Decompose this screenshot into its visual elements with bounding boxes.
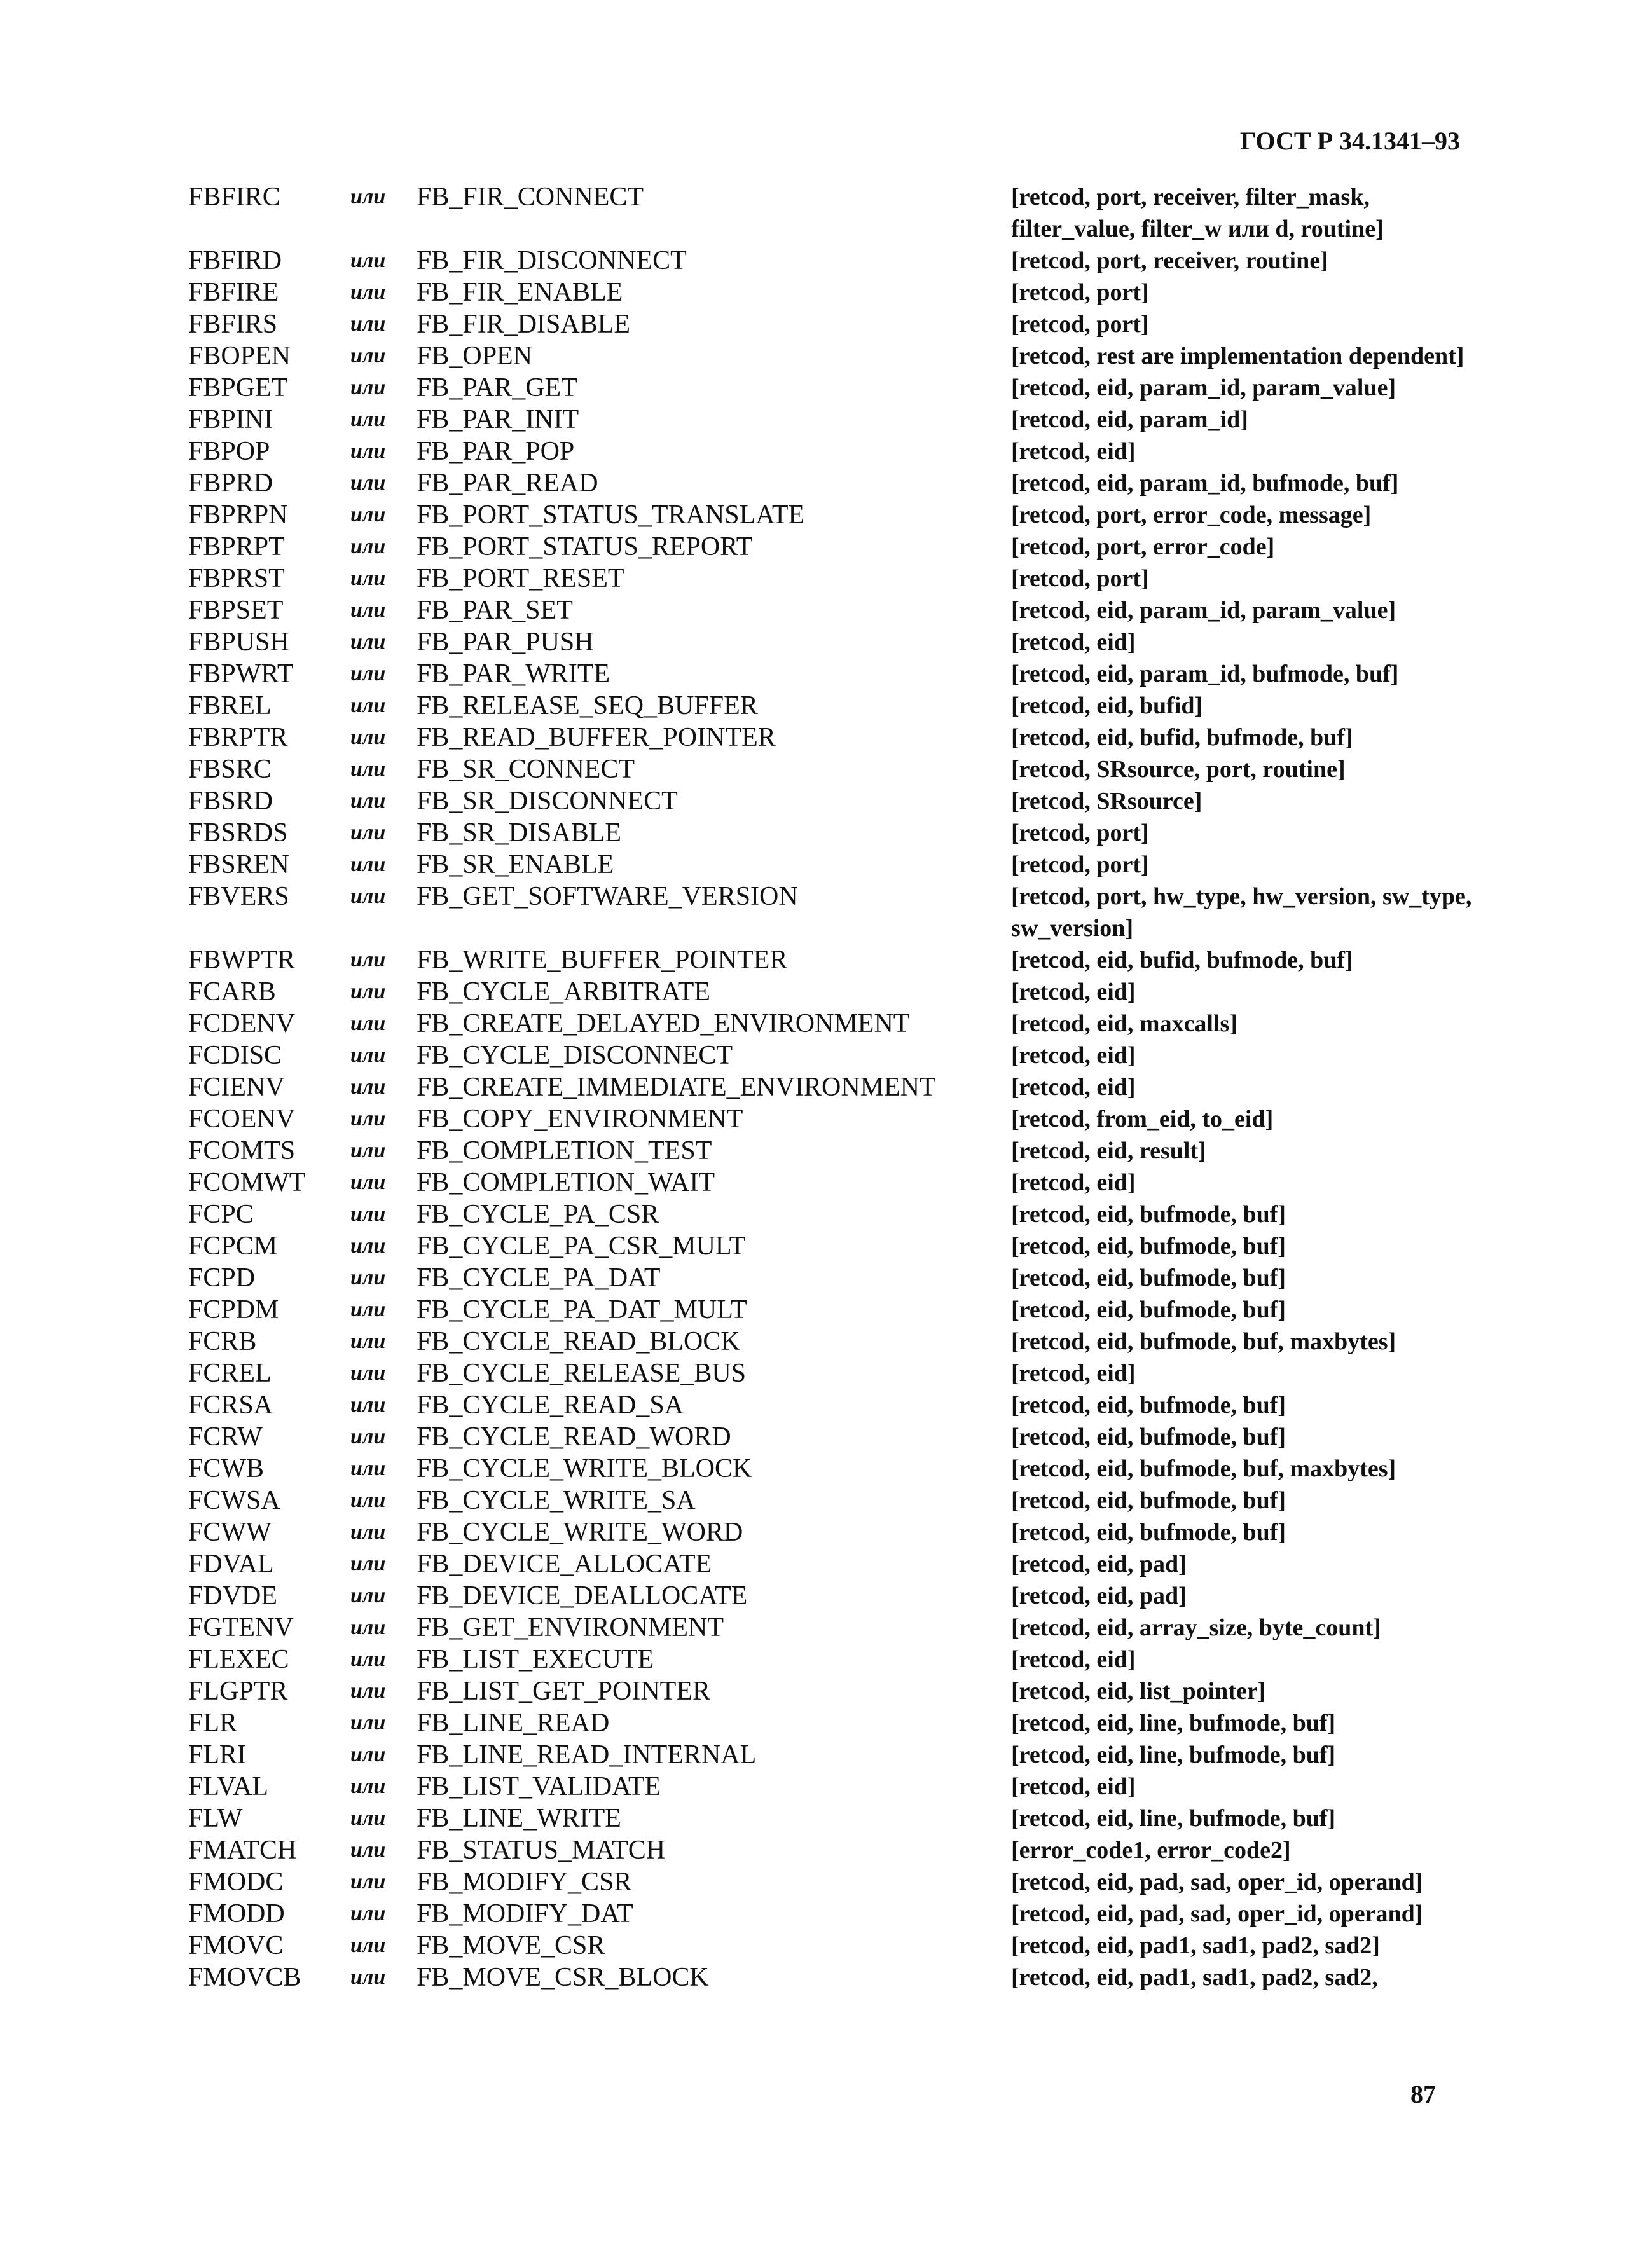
long-name: FB_COPY_ENVIRONMENT — [417, 1104, 743, 1134]
alias-row — [188, 690, 1473, 722]
or-conjunction: или — [350, 1202, 386, 1226]
or-conjunction: или — [350, 408, 386, 431]
parameter-list: [retcod, eid, pad, sad, oper_id, operand] — [1011, 1900, 1423, 1927]
or-conjunction: или — [350, 1934, 386, 1957]
parameter-list: [retcod, eid, param_id, param_value] — [1011, 597, 1396, 624]
parameter-list: [retcod, eid, bufmode, buf, maxbytes] — [1011, 1328, 1396, 1355]
long-name: FB_FIR_ENABLE — [417, 278, 623, 307]
alias-row — [188, 849, 1473, 881]
long-name: FB_CREATE_IMMEDIATE_ENVIRONMENT — [417, 1073, 936, 1102]
short-name: FCOMTS — [188, 1136, 296, 1165]
alias-row — [188, 1453, 1473, 1485]
short-name: FCRSA — [188, 1391, 273, 1420]
short-name: FCIENV — [188, 1073, 285, 1102]
alias-row — [188, 976, 1473, 1008]
short-name: FBRPTR — [188, 723, 288, 752]
long-name: FB_MODIFY_DAT — [417, 1899, 633, 1928]
long-name: FB_CYCLE_DISCONNECT — [417, 1041, 733, 1070]
alias-row — [188, 594, 1473, 626]
parameter-list: [retcod, eid, bufmode, buf] — [1011, 1233, 1286, 1260]
parameter-list: [retcod, eid, bufmode, buf] — [1011, 1424, 1286, 1450]
short-name: FMODC — [188, 1867, 284, 1897]
parameter-list: [retcod, eid, line, bufmode, buf] — [1011, 1742, 1336, 1768]
alias-row — [188, 1357, 1473, 1389]
long-name: FB_READ_BUFFER_POINTER — [417, 723, 776, 752]
parameter-list: [retcod, eid, param_id, bufmode, buf] — [1011, 470, 1399, 497]
or-conjunction: или — [350, 884, 386, 908]
alias-row — [188, 245, 1473, 277]
or-conjunction: или — [350, 1298, 386, 1321]
long-name: FB_CYCLE_WRITE_WORD — [417, 1518, 743, 1547]
long-name: FB_PAR_SET — [417, 596, 573, 625]
or-conjunction: или — [350, 980, 386, 1003]
or-conjunction: или — [350, 1806, 386, 1830]
long-name: FB_LIST_GET_POINTER — [417, 1677, 710, 1706]
or-conjunction: или — [350, 1107, 386, 1131]
long-name: FB_RELEASE_SEQ_BUFFER — [417, 691, 758, 720]
alias-row — [188, 1516, 1473, 1548]
short-name: FBFIRD — [188, 246, 282, 275]
alias-row — [188, 1294, 1473, 1326]
or-conjunction: или — [350, 1838, 386, 1862]
alias-row — [188, 1421, 1473, 1453]
parameter-list: [retcod, port] — [1011, 279, 1149, 306]
or-conjunction: или — [350, 535, 386, 558]
short-name: FCRW — [188, 1422, 263, 1452]
short-name: FBPRPN — [188, 500, 288, 530]
short-name: FCPDM — [188, 1295, 279, 1324]
alias-row — [188, 1103, 1473, 1135]
parameter-list: [retcod, eid, param_id] — [1011, 406, 1248, 433]
long-name: FB_CYCLE_PA_CSR — [417, 1200, 659, 1229]
short-name: FBFIRE — [188, 278, 279, 307]
parameter-list: [retcod, eid] — [1011, 438, 1136, 465]
short-name: FBPUSH — [188, 628, 289, 657]
or-conjunction: или — [350, 1870, 386, 1893]
parameter-list: [retcod, eid, pad, sad, oper_id, operand] — [1011, 1869, 1423, 1895]
alias-row — [188, 817, 1473, 849]
alias-row — [188, 467, 1473, 499]
parameter-list: [retcod, eid, maxcalls] — [1011, 1010, 1237, 1037]
alias-row — [188, 531, 1473, 563]
long-name: FB_FIR_DISABLE — [417, 310, 631, 339]
parameter-list: [retcod, eid, pad] — [1011, 1551, 1187, 1577]
alias-row — [188, 1898, 1473, 1930]
or-conjunction: или — [350, 598, 386, 622]
short-name: FMOVC — [188, 1931, 284, 1960]
short-name: FCARB — [188, 977, 276, 1007]
parameter-list: [retcod, eid, result] — [1011, 1137, 1206, 1164]
parameter-list: [retcod, eid] — [1011, 1773, 1136, 1800]
short-name: FLGPTR — [188, 1677, 288, 1706]
or-conjunction: или — [350, 503, 386, 526]
long-name: FB_SR_DISABLE — [417, 818, 622, 848]
or-conjunction: или — [350, 1679, 386, 1703]
or-conjunction: или — [350, 1616, 386, 1639]
long-name: FB_SR_ENABLE — [417, 850, 614, 879]
short-name: FLVAL — [188, 1772, 269, 1801]
alias-row — [188, 404, 1473, 436]
long-name: FB_CYCLE_READ_WORD — [417, 1422, 731, 1452]
short-name: FCWW — [188, 1518, 272, 1547]
long-name: FB_DEVICE_DEALLOCATE — [417, 1581, 748, 1611]
alias-row — [188, 436, 1473, 467]
alias-row — [188, 1230, 1473, 1262]
alias-row — [188, 1612, 1473, 1644]
short-name: FCWB — [188, 1454, 265, 1483]
or-conjunction: или — [350, 821, 386, 844]
alias-row — [188, 626, 1473, 658]
short-name: FCRB — [188, 1327, 257, 1356]
or-conjunction: или — [350, 662, 386, 685]
long-name: FB_CYCLE_WRITE_BLOCK — [417, 1454, 752, 1483]
parameter-list: [retcod, SRsource, port, routine] — [1011, 756, 1346, 783]
long-name: FB_CYCLE_PA_DAT — [417, 1263, 661, 1293]
or-conjunction: или — [350, 1488, 386, 1512]
long-name: FB_PAR_READ — [417, 469, 598, 498]
or-conjunction: или — [350, 630, 386, 654]
alias-row — [188, 563, 1473, 594]
alias-row — [188, 1485, 1473, 1516]
short-name: FDVDE — [188, 1581, 278, 1611]
or-conjunction: или — [350, 439, 386, 463]
long-name: FB_PAR_PUSH — [417, 628, 594, 657]
alias-row — [188, 1262, 1473, 1294]
parameter-list: [retcod, port, receiver, filter_mask, filter_value, filter_w или d, routine] — [1011, 184, 1384, 242]
alias-row — [188, 277, 1473, 308]
or-conjunction: или — [350, 1075, 386, 1099]
short-name: FBPOP — [188, 437, 270, 466]
long-name: FB_PORT_STATUS_TRANSLATE — [417, 500, 805, 530]
short-name: FBPWRT — [188, 659, 294, 689]
or-conjunction: или — [350, 312, 386, 336]
long-name: FB_CYCLE_WRITE_SA — [417, 1486, 696, 1515]
long-name: FB_CYCLE_PA_CSR_MULT — [417, 1232, 746, 1261]
long-name: FB_MOVE_CSR — [417, 1931, 605, 1960]
parameter-list: [retcod, eid, line, bufmode, buf] — [1011, 1805, 1336, 1832]
long-name: FB_LIST_VALIDATE — [417, 1772, 661, 1801]
or-conjunction: или — [350, 948, 386, 972]
long-name: FB_FIR_CONNECT — [417, 182, 644, 212]
parameter-list: [retcod, eid] — [1011, 1042, 1136, 1069]
long-name: FB_CYCLE_READ_BLOCK — [417, 1327, 740, 1356]
long-name: FB_OPEN — [417, 341, 533, 371]
or-conjunction: или — [350, 1584, 386, 1607]
short-name: FBPRST — [188, 564, 285, 593]
short-name: FCPCM — [188, 1232, 278, 1261]
long-name: FB_LINE_READ — [417, 1708, 610, 1738]
or-conjunction: или — [350, 694, 386, 717]
short-name: FCPC — [188, 1200, 254, 1229]
parameter-list: [retcod, port] — [1011, 851, 1149, 878]
or-conjunction: или — [350, 1457, 386, 1480]
alias-row — [188, 1962, 1473, 1993]
short-name: FBSRD — [188, 787, 273, 816]
parameter-list: [retcod, eid] — [1011, 629, 1136, 656]
or-conjunction: или — [350, 1139, 386, 1162]
short-name: FGTENV — [188, 1613, 294, 1642]
alias-row — [188, 881, 1473, 944]
parameter-list: [retcod, eid, param_id, param_value] — [1011, 375, 1396, 401]
parameter-list: [retcod, eid] — [1011, 1646, 1136, 1673]
parameter-list: [retcod, eid] — [1011, 1074, 1136, 1101]
or-conjunction: или — [350, 249, 386, 272]
alias-row — [188, 1040, 1473, 1071]
long-name: FB_CYCLE_RELEASE_BUS — [417, 1359, 747, 1388]
parameter-list: [retcod, eid, pad1, sad1, pad2, sad2] — [1011, 1932, 1380, 1959]
short-name: FMOVCB — [188, 1963, 301, 1992]
or-conjunction: или — [350, 280, 386, 304]
alias-row — [188, 944, 1473, 976]
or-conjunction: или — [350, 1647, 386, 1671]
or-conjunction: или — [350, 1775, 386, 1798]
short-name: FBFIRS — [188, 310, 278, 339]
short-name: FLEXEC — [188, 1645, 289, 1674]
page-number: 87 — [1410, 2080, 1436, 2108]
alias-row — [188, 1644, 1473, 1675]
long-name: FB_PAR_POP — [417, 437, 575, 466]
parameter-list: [retcod, eid, bufmode, buf] — [1011, 1265, 1286, 1291]
parameter-list: [retcod, eid, bufid, bufmode, buf] — [1011, 947, 1353, 973]
short-name: FCPD — [188, 1263, 256, 1293]
alias-row — [188, 1834, 1473, 1866]
alias-row — [188, 1008, 1473, 1040]
long-name: FB_CYCLE_ARBITRATE — [417, 977, 711, 1007]
parameter-list: [retcod, port, error_code, message] — [1011, 502, 1372, 528]
or-conjunction: или — [350, 1520, 386, 1544]
alias-row — [188, 753, 1473, 785]
long-name: FB_PAR_WRITE — [417, 659, 610, 689]
short-name: FMODD — [188, 1899, 285, 1928]
long-name: FB_CREATE_DELAYED_ENVIRONMENT — [417, 1009, 910, 1038]
alias-row — [188, 1771, 1473, 1803]
or-conjunction: или — [350, 1552, 386, 1576]
short-name: FBSRC — [188, 755, 272, 784]
parameter-list: [retcod, port] — [1011, 565, 1149, 592]
short-name: FCWSA — [188, 1486, 280, 1515]
or-conjunction: или — [350, 1743, 386, 1766]
alias-row — [188, 181, 1473, 245]
parameter-list: [retcod, eid, bufmode, buf, maxbytes] — [1011, 1455, 1396, 1482]
short-name: FBPRD — [188, 469, 273, 498]
or-conjunction: или — [350, 1361, 386, 1385]
short-name: FBOPEN — [188, 341, 291, 371]
parameter-list: [retcod, eid, list_pointer] — [1011, 1678, 1266, 1705]
long-name: FB_GET_SOFTWARE_VERSION — [417, 882, 798, 911]
long-name: FB_PAR_GET — [417, 373, 577, 402]
short-name: FCREL — [188, 1359, 272, 1388]
long-name: FB_STATUS_MATCH — [417, 1836, 666, 1865]
short-name: FBSREN — [188, 850, 289, 879]
alias-row — [188, 1167, 1473, 1199]
long-name: FB_PORT_RESET — [417, 564, 624, 593]
long-name: FB_WRITE_BUFFER_POINTER — [417, 945, 788, 975]
long-name: FB_DEVICE_ALLOCATE — [417, 1550, 712, 1579]
or-conjunction: или — [350, 185, 386, 209]
short-name: FLW — [188, 1804, 243, 1833]
short-name: FBVERS — [188, 882, 289, 911]
long-name: FB_COMPLETION_WAIT — [417, 1168, 715, 1197]
alias-row — [188, 499, 1473, 531]
short-name: FLR — [188, 1708, 238, 1738]
long-name: FB_MOVE_CSR_BLOCK — [417, 1963, 709, 1992]
short-name: FCDISC — [188, 1041, 282, 1070]
short-name: FBPINI — [188, 405, 273, 434]
or-conjunction: или — [350, 567, 386, 590]
or-conjunction: или — [350, 1043, 386, 1067]
alias-row — [188, 1803, 1473, 1834]
short-name: FBPGET — [188, 373, 288, 402]
function-alias-list — [188, 181, 1473, 1993]
long-name: FB_CYCLE_PA_DAT_MULT — [417, 1295, 747, 1324]
short-name: FBWPTR — [188, 945, 296, 975]
or-conjunction: или — [350, 1266, 386, 1289]
alias-row — [188, 1707, 1473, 1739]
or-conjunction: или — [350, 1330, 386, 1353]
or-conjunction: или — [350, 1425, 386, 1448]
parameter-list: [retcod, eid, bufmode, buf] — [1011, 1201, 1286, 1228]
alias-row — [188, 308, 1473, 340]
long-name: FB_GET_ENVIRONMENT — [417, 1613, 724, 1642]
short-name: FBFIRC — [188, 182, 280, 212]
or-conjunction: или — [350, 757, 386, 781]
short-name: FMATCH — [188, 1836, 297, 1865]
alias-row — [188, 1548, 1473, 1580]
or-conjunction: или — [350, 725, 386, 749]
alias-row — [188, 340, 1473, 372]
alias-row — [188, 1739, 1473, 1771]
document-standard-id: ГОСТ Р 34.1341–93 — [1239, 127, 1460, 155]
long-name: FB_MODIFY_CSR — [417, 1867, 632, 1897]
or-conjunction: или — [350, 1171, 386, 1194]
or-conjunction: или — [350, 853, 386, 876]
parameter-list: [retcod, eid, param_id, bufmode, buf] — [1011, 661, 1399, 687]
alias-row — [188, 1930, 1473, 1962]
alias-row — [188, 1389, 1473, 1421]
parameter-list: [retcod, eid, array_size, byte_count] — [1011, 1614, 1381, 1641]
or-conjunction: или — [350, 789, 386, 813]
or-conjunction: или — [350, 376, 386, 399]
alias-row — [188, 372, 1473, 404]
short-name: FBSRDS — [188, 818, 288, 848]
long-name: FB_COMPLETION_TEST — [417, 1136, 712, 1165]
alias-row — [188, 785, 1473, 817]
or-conjunction: или — [350, 471, 386, 495]
alias-row — [188, 1071, 1473, 1103]
short-name: FCDENV — [188, 1009, 296, 1038]
short-name: FCOENV — [188, 1104, 296, 1134]
long-name: FB_PAR_INIT — [417, 405, 579, 434]
parameter-list: [retcod, eid, line, bufmode, buf] — [1011, 1710, 1336, 1736]
or-conjunction: или — [350, 1234, 386, 1258]
parameter-list: [retcod, eid, bufid, bufmode, buf] — [1011, 724, 1353, 751]
parameter-list: [retcod, eid, bufmode, buf] — [1011, 1392, 1286, 1419]
long-name: FB_CYCLE_READ_SA — [417, 1391, 684, 1420]
parameter-list: [retcod, port, error_code] — [1011, 533, 1275, 560]
long-name: FB_LINE_WRITE — [417, 1804, 621, 1833]
short-name: FBREL — [188, 691, 272, 720]
alias-row — [188, 1580, 1473, 1612]
long-name: FB_SR_CONNECT — [417, 755, 635, 784]
parameter-list: [retcod, port] — [1011, 311, 1149, 338]
short-name: FDVAL — [188, 1550, 274, 1579]
parameter-list: [retcod, port, receiver, routine] — [1011, 247, 1328, 274]
parameter-list: [retcod, SRsource] — [1011, 788, 1202, 814]
short-name: FBPSET — [188, 596, 284, 625]
alias-row — [188, 1135, 1473, 1167]
long-name: FB_PORT_STATUS_REPORT — [417, 532, 753, 561]
long-name: FB_LINE_READ_INTERNAL — [417, 1740, 757, 1770]
or-conjunction: или — [350, 1902, 386, 1925]
or-conjunction: или — [350, 1393, 386, 1417]
short-name: FCOMWT — [188, 1168, 306, 1197]
parameter-list: [retcod, port, hw_type, hw_version, sw_type, sw_version] — [1011, 883, 1472, 942]
parameter-list: [retcod, from_eid, to_eid] — [1011, 1106, 1274, 1132]
long-name: FB_SR_DISCONNECT — [417, 787, 678, 816]
parameter-list: [retcod, eid, pad1, sad1, pad2, sad2, — [1011, 1964, 1378, 1991]
short-name: FLRI — [188, 1740, 247, 1770]
parameter-list: [error_code1, error_code2] — [1011, 1837, 1291, 1864]
or-conjunction: или — [350, 344, 386, 368]
parameter-list: [retcod, eid] — [1011, 979, 1136, 1005]
parameter-list: [retcod, eid] — [1011, 1169, 1136, 1196]
long-name: FB_FIR_DISCONNECT — [417, 246, 687, 275]
parameter-list: [retcod, eid, bufmode, buf] — [1011, 1296, 1286, 1323]
parameter-list: [retcod, rest are implementation dependent] — [1011, 343, 1464, 369]
alias-row — [188, 1866, 1473, 1898]
long-name: FB_LIST_EXECUTE — [417, 1645, 654, 1674]
alias-row — [188, 1675, 1473, 1707]
parameter-list: [retcod, eid, pad] — [1011, 1583, 1187, 1609]
parameter-list: [retcod, eid, bufid] — [1011, 692, 1203, 719]
or-conjunction: или — [350, 1965, 386, 1989]
parameter-list: [retcod, port] — [1011, 820, 1149, 846]
alias-row — [188, 658, 1473, 690]
or-conjunction: или — [350, 1711, 386, 1735]
alias-row — [188, 722, 1473, 753]
or-conjunction: или — [350, 1012, 386, 1035]
alias-row — [188, 1199, 1473, 1230]
parameter-list: [retcod, eid] — [1011, 1360, 1136, 1387]
parameter-list: [retcod, eid, bufmode, buf] — [1011, 1519, 1286, 1546]
short-name: FBPRPT — [188, 532, 285, 561]
alias-row — [188, 1326, 1473, 1357]
parameter-list: [retcod, eid, bufmode, buf] — [1011, 1487, 1286, 1514]
